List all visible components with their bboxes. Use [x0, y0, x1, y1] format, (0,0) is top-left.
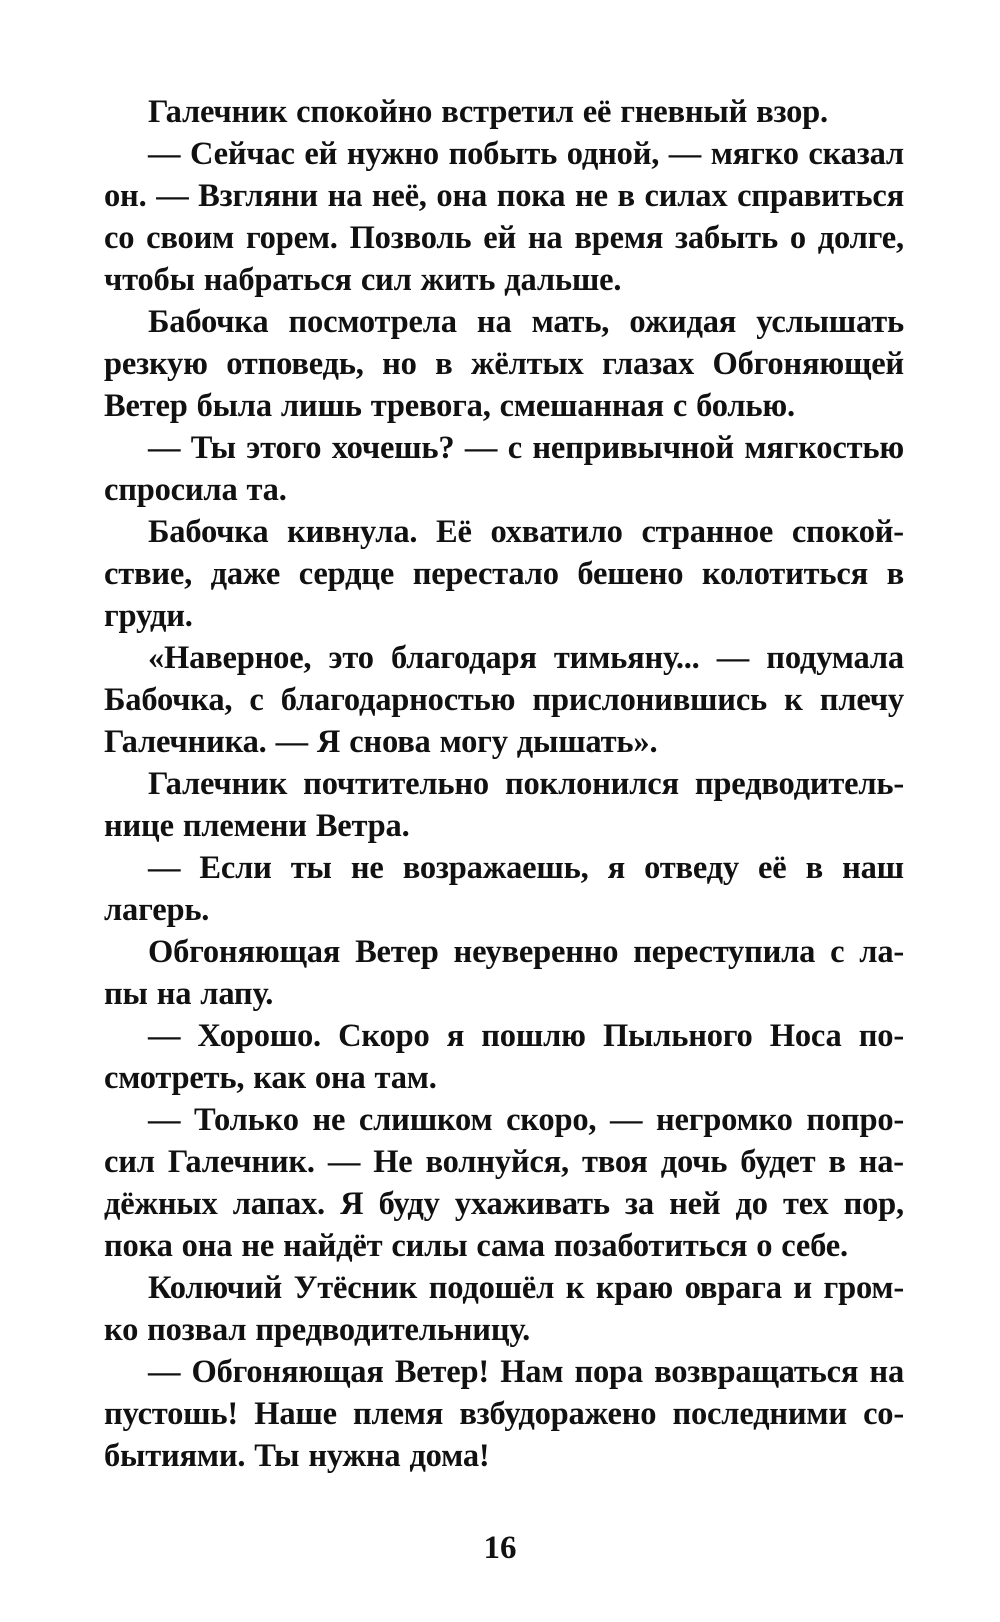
word: это	[328, 640, 374, 676]
word: бытиями.	[104, 1438, 246, 1474]
word: краю	[595, 1270, 673, 1306]
text-line	[104, 430, 904, 472]
text-line	[104, 1438, 904, 1480]
word: мягкостью	[744, 430, 904, 466]
text-line	[104, 934, 904, 976]
text-line	[104, 808, 904, 850]
word: благодарностью	[280, 682, 516, 718]
word: силах	[644, 178, 728, 214]
text-line	[104, 1186, 904, 1228]
word: пы	[104, 976, 148, 1012]
word: к	[784, 682, 803, 718]
word: Хорошо.	[197, 1018, 321, 1054]
word: Носа	[769, 1018, 842, 1054]
text-line	[104, 976, 904, 1018]
word: Ты	[254, 1438, 300, 1474]
word: набраться	[203, 262, 352, 298]
word: Взгляни	[198, 178, 318, 214]
word: спокойно	[296, 94, 433, 130]
word: Я	[340, 1186, 364, 1222]
word: была	[196, 388, 272, 424]
word: силы	[391, 1228, 468, 1264]
word: колотиться	[701, 556, 868, 592]
word: сил	[104, 1144, 155, 1180]
word: Ветер!	[394, 1354, 490, 1390]
word: на	[156, 976, 192, 1012]
word: племя	[353, 1396, 444, 1432]
text-line	[104, 1270, 904, 1312]
word: подошёл	[428, 1270, 555, 1306]
word: время	[574, 220, 664, 256]
word: ожидая	[629, 304, 737, 340]
word: Ветра.	[315, 808, 410, 844]
word: позвал	[147, 1312, 247, 1348]
word: нужна	[308, 1438, 401, 1474]
word: найдёт	[283, 1228, 383, 1264]
word: на	[527, 220, 563, 256]
word: на	[327, 178, 363, 214]
text-line	[104, 220, 904, 262]
word: болью.	[696, 388, 795, 424]
word: прислонившись	[532, 682, 768, 718]
word: сказал	[808, 136, 904, 172]
text-line	[104, 724, 904, 766]
word: —	[609, 1102, 643, 1138]
word: кивнула.	[287, 514, 418, 550]
word: её	[582, 94, 612, 130]
word: неуверенно	[453, 934, 619, 970]
word: груди.	[104, 598, 193, 634]
word: Наше	[254, 1396, 337, 1432]
word: она	[181, 1228, 233, 1264]
word: с	[507, 430, 522, 466]
word: перестало	[412, 556, 559, 592]
word: буду	[378, 1186, 440, 1222]
word: Сейчас	[189, 136, 295, 172]
word: пошлю	[481, 1018, 586, 1054]
word: подумала	[766, 640, 904, 676]
word: пора	[574, 1354, 643, 1390]
word: чтобы	[104, 262, 195, 298]
word: дышать».	[516, 724, 658, 760]
text-line	[104, 1354, 904, 1396]
word: ней	[669, 1186, 721, 1222]
word: спокой-	[791, 514, 904, 550]
word: в	[828, 1144, 846, 1180]
word: предводительницу.	[255, 1312, 531, 1348]
word: дома!	[409, 1438, 490, 1474]
word: но	[382, 346, 417, 382]
word: одной,	[566, 136, 660, 172]
word: её	[758, 850, 787, 886]
word: сил	[360, 262, 412, 298]
word: нице	[104, 808, 174, 844]
word: охватило	[490, 514, 623, 550]
word: —	[275, 724, 308, 760]
word: своим	[146, 220, 235, 256]
word: Галечника.	[104, 724, 267, 760]
word: за	[625, 1186, 654, 1222]
word: она	[314, 1060, 366, 1096]
text-line	[104, 304, 904, 346]
word: Колючий	[148, 1270, 282, 1306]
word: лишь	[280, 388, 362, 424]
word: поклонился	[504, 766, 679, 802]
word: мать,	[531, 304, 610, 340]
word: побыть	[448, 136, 558, 172]
word: —	[148, 1018, 181, 1054]
text-line	[104, 262, 904, 304]
word: —	[148, 1102, 181, 1138]
word: Позволь	[349, 220, 472, 256]
word: тех	[783, 1186, 829, 1222]
word: —	[668, 136, 702, 172]
word: смешанная	[499, 388, 664, 424]
text-line	[104, 850, 904, 892]
word: лапах.	[232, 1186, 325, 1222]
word: дёжных	[104, 1186, 218, 1222]
word: гром-	[823, 1270, 904, 1306]
word: снова	[349, 724, 431, 760]
word: услышать	[756, 304, 904, 340]
word: возвращаться	[654, 1354, 859, 1390]
word: ты	[290, 850, 332, 886]
word: и	[793, 1270, 812, 1306]
word: ла-	[859, 934, 904, 970]
word: ухаживать	[454, 1186, 610, 1222]
word: Галечник	[148, 766, 288, 802]
word: —	[148, 136, 181, 172]
text-line	[104, 514, 904, 556]
word: смотреть,	[104, 1060, 245, 1096]
text-line	[104, 472, 904, 514]
word: Её	[436, 514, 472, 550]
word: Я	[316, 724, 341, 760]
word: со	[104, 220, 135, 256]
text-line	[104, 556, 904, 598]
word: о	[756, 1228, 773, 1264]
word: я	[607, 850, 625, 886]
word: не	[241, 1228, 275, 1264]
word: отведу	[644, 850, 739, 886]
word: переступила	[633, 934, 816, 970]
word: с	[830, 934, 845, 970]
word: там.	[374, 1060, 437, 1096]
word: Галечник	[148, 94, 288, 130]
page-number: 16	[483, 1530, 517, 1566]
word: хочешь?	[331, 430, 455, 466]
word: бешено	[577, 556, 684, 592]
word: негромко	[655, 1102, 793, 1138]
word: —	[464, 430, 498, 466]
word: Обгоняющей	[712, 346, 904, 382]
word: взор.	[756, 94, 828, 130]
word: твоя	[581, 1144, 648, 1180]
word: сердце	[298, 556, 395, 592]
text-line	[104, 1102, 904, 1144]
word: посмотрела	[288, 304, 457, 340]
word: непривычной	[532, 430, 734, 466]
word: до	[735, 1186, 768, 1222]
word: на	[476, 304, 512, 340]
word: —	[148, 850, 181, 886]
word: пустошь!	[104, 1396, 239, 1432]
word: спросила	[104, 472, 238, 508]
word: почтительно	[303, 766, 489, 802]
word: к	[565, 1270, 585, 1306]
word: он.	[104, 178, 147, 214]
word: взбудоражено	[459, 1396, 657, 1432]
word: «Наверное,	[148, 640, 312, 676]
word: Бабочка	[148, 514, 269, 550]
word: мягко	[710, 136, 799, 172]
text-line	[104, 1228, 904, 1270]
word: Обгоняющая	[148, 934, 341, 970]
text-line	[104, 1144, 904, 1186]
word: в	[617, 178, 635, 214]
word: встретил	[441, 94, 574, 130]
word: —	[327, 1144, 361, 1180]
word: лагерь.	[104, 892, 210, 928]
word: оврага	[684, 1270, 782, 1306]
word: будет	[740, 1144, 816, 1180]
word: Только	[193, 1102, 299, 1138]
word: попро-	[806, 1102, 904, 1138]
word: Бабочка,	[104, 682, 233, 718]
word: позаботиться	[553, 1228, 748, 1264]
word: в	[435, 346, 453, 382]
text-line	[104, 178, 904, 220]
word: ствие,	[104, 556, 193, 592]
word: резкую	[104, 346, 208, 382]
word: с	[249, 682, 264, 718]
word: могу	[439, 724, 508, 760]
word: возражаешь,	[402, 850, 589, 886]
word: благодаря	[390, 640, 537, 676]
text-line	[104, 598, 904, 640]
word: та.	[246, 472, 287, 508]
word: последними	[672, 1396, 847, 1432]
word: я	[446, 1018, 465, 1054]
word: ей	[304, 136, 338, 172]
word: неё,	[371, 178, 427, 214]
word: —	[148, 430, 181, 466]
word: в	[886, 556, 904, 592]
word: этого	[246, 430, 322, 466]
word: —	[148, 1354, 181, 1390]
word: волнуйся,	[425, 1144, 569, 1180]
word: Пыльного	[602, 1018, 753, 1054]
word: лапу.	[200, 976, 274, 1012]
word: справиться	[737, 178, 904, 214]
word: ей	[483, 220, 517, 256]
word: пор,	[843, 1186, 904, 1222]
word: отповедь,	[226, 346, 364, 382]
text-line	[104, 1060, 904, 1102]
word: забыть	[675, 220, 778, 256]
word: долге,	[817, 220, 904, 256]
word: она	[436, 178, 488, 214]
word: глазах	[602, 346, 695, 382]
word: с	[672, 388, 688, 424]
word: Нам	[500, 1354, 564, 1390]
word: на-	[858, 1144, 904, 1180]
word: Утёсник	[293, 1270, 418, 1306]
word: горем.	[245, 220, 338, 256]
text-line	[104, 766, 904, 808]
text-line	[104, 1018, 904, 1060]
text-line	[104, 94, 904, 136]
word: жёлтых	[470, 346, 584, 382]
word: нужно	[346, 136, 439, 172]
word: дочь	[660, 1144, 728, 1180]
word: ко	[104, 1312, 139, 1348]
text-line	[104, 892, 904, 934]
word: жить	[420, 262, 496, 298]
word: —	[716, 640, 750, 676]
word: плечу	[819, 682, 904, 718]
word: даже	[210, 556, 281, 592]
word: не	[575, 178, 608, 214]
word: дальше.	[504, 262, 622, 298]
word: пока	[104, 1228, 173, 1264]
word: пока	[496, 178, 566, 214]
word: наш	[842, 850, 904, 886]
word: странное	[641, 514, 774, 550]
word: Ветер	[104, 388, 188, 424]
text-line	[104, 136, 904, 178]
word: тревога,	[370, 388, 491, 424]
word: по-	[858, 1018, 904, 1054]
word: скоро,	[506, 1102, 597, 1138]
word: гневный	[620, 94, 748, 130]
word: о	[789, 220, 806, 256]
word: Ты	[190, 430, 236, 466]
word: не	[312, 1102, 346, 1138]
word: Если	[199, 850, 272, 886]
word: Бабочка	[148, 304, 269, 340]
word: в	[805, 850, 823, 886]
word: Скоро	[338, 1018, 430, 1054]
word: —	[156, 178, 189, 214]
word: предводитель-	[694, 766, 904, 802]
word: как	[253, 1060, 306, 1096]
word: Ветер	[355, 934, 439, 970]
word: сама	[476, 1228, 545, 1264]
text-line	[104, 1312, 904, 1354]
word: на	[869, 1354, 904, 1390]
text-line	[104, 640, 904, 682]
word: Обгоняющая	[191, 1354, 384, 1390]
word: Галечник.	[167, 1144, 315, 1180]
text-line	[104, 388, 904, 430]
word: со-	[863, 1396, 904, 1432]
word: себе.	[781, 1228, 848, 1264]
word: не	[350, 850, 384, 886]
text-line	[104, 1396, 904, 1438]
text-line	[104, 682, 904, 724]
word: Не	[373, 1144, 413, 1180]
word: тимьяну...	[553, 640, 700, 676]
word: слишком	[358, 1102, 493, 1138]
body-text	[104, 94, 904, 1480]
text-line	[104, 346, 904, 388]
word: племени	[182, 808, 307, 844]
